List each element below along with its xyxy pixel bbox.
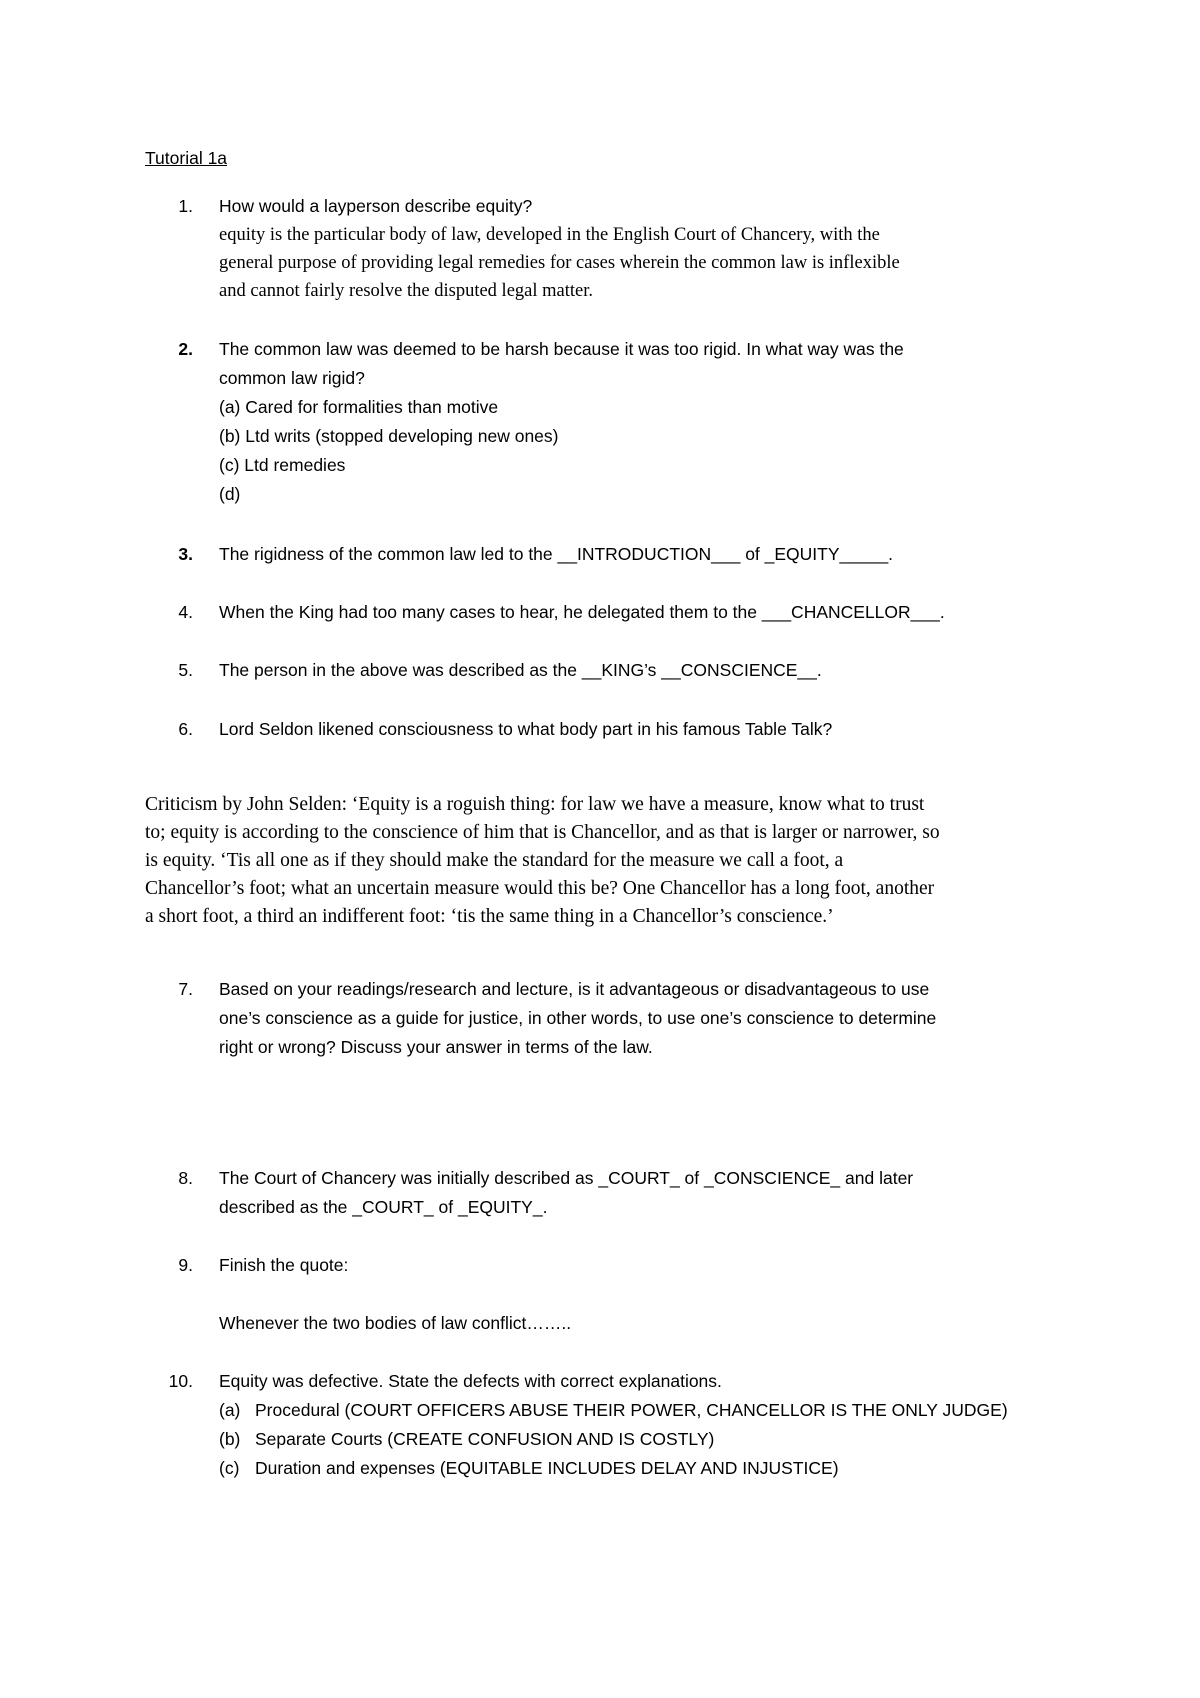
- answer-item: (c) Ltd remedies: [219, 455, 346, 475]
- question-text: The common law was deemed to be harsh because it was too rigid. In what way was the: [219, 339, 904, 359]
- question-text: Lord Seldon likened consciousness to what body part in his famous Table Talk?: [219, 719, 833, 739]
- answer-line: general purpose of providing legal remedies for cases wherein the common law is inflexible: [219, 253, 900, 273]
- criticism-line: is equity. ‘Tis all one as if they should make the standard for the measure we call a foot, a: [145, 850, 844, 871]
- question-text: Based on your readings/research and lecture, is it advantageous or disadvantageous to use: [219, 979, 930, 999]
- criticism-line: a short foot, a third an indifferent foot: ‘tis the same thing in a Chancellor’s conscience.’: [145, 906, 834, 927]
- defect-text: Duration and expenses (EQUITABLE INCLUDES DELAY AND INJUSTICE): [255, 1458, 839, 1478]
- question-text: right or wrong? Discuss your answer in terms of the law.: [219, 1037, 653, 1057]
- question-text: The person in the above was described as the __KING’s __CONSCIENCE__.: [219, 660, 822, 680]
- question-text: described as the _COURT_ of _EQUITY_.: [219, 1197, 548, 1217]
- answer-item: (b) Ltd writs (stopped developing new ones): [219, 426, 559, 446]
- question-text: How would a layperson describe equity?: [219, 196, 533, 216]
- defect-item: [219, 1454, 1079, 1483]
- answer-item: (a) Cared for formalities than motive: [219, 397, 499, 417]
- question-text: Equity was defective. State the defects with correct explanations.: [219, 1371, 722, 1391]
- defect-text: Procedural (COURT OFFICERS ABUSE THEIR POWER, CHANCELLOR IS THE ONLY JUDGE): [255, 1400, 1008, 1420]
- answer-line: equity is the particular body of law, developed in the English Court of Chancery, with the: [219, 225, 880, 245]
- defect-text: Separate Courts (CREATE CONFUSION AND IS COSTLY): [255, 1429, 715, 1449]
- criticism-line: to; equity is according to the conscience of him that is Chancellor, and as that is larger or narrower, so: [145, 822, 940, 843]
- question-number: 3.: [178, 544, 193, 564]
- selden-criticism: [145, 791, 1075, 931]
- question-number: 8.: [178, 1168, 193, 1188]
- answer-line: and cannot fairly resolve the disputed legal matter.: [219, 281, 593, 301]
- question-number: 10.: [168, 1371, 193, 1391]
- question-text: The Court of Chancery was initially described as _COURT_ of _CONSCIENCE_ and later: [219, 1168, 914, 1188]
- defect-label: (c): [219, 1458, 240, 1478]
- question-number: 1.: [178, 196, 193, 216]
- quote-prompt: Whenever the two bodies of law conflict……..: [219, 1313, 572, 1333]
- question-number: 5.: [178, 660, 193, 680]
- question-number: 7.: [178, 979, 193, 999]
- question-text: common law rigid?: [219, 368, 365, 388]
- question-text: Finish the quote:: [219, 1255, 349, 1275]
- question-text: When the King had too many cases to hear, he delegated them to the ___CHANCELLOR___.: [219, 602, 945, 622]
- defect-item: [219, 1425, 1079, 1454]
- question-number: 4.: [178, 602, 193, 622]
- defect-label: (a): [219, 1400, 241, 1420]
- question-number: 9.: [178, 1255, 193, 1275]
- question-number: 6.: [178, 719, 193, 739]
- criticism-line: Chancellor’s foot; what an uncertain measure would this be? One Chancellor has a long foot, another: [145, 878, 935, 899]
- page-title: Tutorial 1a: [145, 148, 228, 168]
- question-text: one’s conscience as a guide for justice, in other words, to use one’s conscience to determine: [219, 1008, 937, 1028]
- defect-label: (b): [219, 1429, 241, 1449]
- answer-item: (d): [219, 484, 241, 504]
- criticism-line: Criticism by John Selden: ‘Equity is a roguish thing: for law we have a measure, know what to trust: [145, 794, 925, 815]
- question-number: 2.: [178, 339, 193, 359]
- defect-item: [219, 1396, 1079, 1425]
- question-text: The rigidness of the common law led to the __INTRODUCTION___ of _EQUITY_____.: [219, 544, 894, 564]
